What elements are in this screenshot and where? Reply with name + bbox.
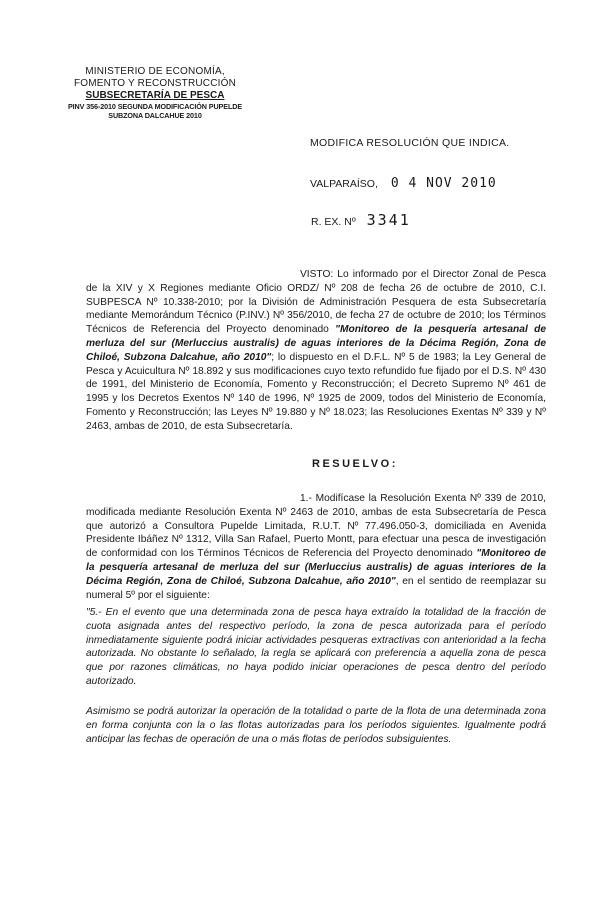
visto-lead: VISTO: [300, 269, 334, 280]
dateline [310, 176, 497, 191]
letterhead-subsecretaria: SUBSECRETARÍA DE PESCA [85, 90, 225, 101]
resolution-number: 3341 [366, 211, 411, 229]
visto-project-title: "Monitoreo de la pesquería artesanal de merluza del sur (Merluccius australis) de aguas interiores de la Décima Región, Zona de Chiloé, Subzona Dalcahue, año 2010" [86, 324, 546, 363]
article-1-text-a: 1.- Modifícase la Resolución Exenta Nº 339 de 2010, modificada mediante Resolución Exenta Nº 2463 de 2010, ambas de esta Subsecretaría de Pesca que autorizó a Consultora Pupelde Limitada, R.U.T. Nº 77.496.050-3, domiciliada en Avenida Presidente Ibáñez Nº 1312, Villa San Rafael, Puerto Montt, para efectuar una pesca de investigación de conformidad con los Términos Técnicos de Referencia del Proyecto denominado [86, 493, 546, 560]
letterhead [60, 66, 250, 120]
letterhead-ministry: MINISTERIO DE ECONOMÍA, [85, 66, 225, 77]
article-1-paragraph [86, 492, 546, 602]
quoted-numeral-5: "5.- En el evento que una determinada zona de pesca haya extraído la totalidad de la fracción de cuota asignada antes del respectivo período, la zona de pesca autorizada para el período inmediatamente siguiente podrá iniciar actividades pesqueras extractivas con anterioridad a la fecha autorizada. No obstante lo señalado, la regla se aplicará con preferencia a aquella zona de pesca que por razones climáticas, no haya podido iniciar operaciones de pesca dentro del período autorizado. [86, 607, 546, 687]
letterhead-reference: PINV 356-2010 SEGUNDA MODIFICACIÓN PUPELDE [67, 102, 243, 111]
article-1-project-title: "Monitoreo de la pesquería artesanal de merluza del sur (Merluccius australis) de aguas interiores de la Décima Región, Zona de Chiloé, Subzona Dalcahue, año 2010" [86, 548, 546, 587]
dateline-place: VALPARAÍSO, [310, 178, 378, 190]
resolution-label: R. EX. Nº [311, 216, 356, 228]
resolution-number-line [311, 211, 411, 229]
letterhead-ministry-2: FOMENTO Y RECONSTRUCCIÓN [73, 78, 237, 89]
visto-text-a: Lo informado por el Director Zonal de Pesca de la XIV y X Regiones mediante Oficio ORDZ/ Nº 208 de fecha 26 de octubre de 2010, C.I. SUBPESCA Nº 10.338-2010; por la División de Administración Pesquera de esta Subsecretaría mediante Memorándum Técnico (P.INV.) Nº 356/2010, de fecha 27 de octubre de 2010; los Términos Técnicos de Referencia del Proyecto denominado [86, 269, 546, 336]
article-1-text-b: , en el sentido de reemplazar su numeral 5º por el siguiente: [86, 575, 546, 601]
quoted-numeral-5-continued: Asimismo se podrá autorizar la operación de la totalidad o parte de la flota de una determinada zona en forma conjunta con la o las flotas autorizadas para los períodos siguientes. Igualmente podrá anticipar las fechas de operación de una o más flotas de períodos subsiguientes. [86, 706, 546, 745]
visto-text-b: ; lo dispuesto en el D.F.L. Nº 5 de 1983; la Ley General de Pesca y Acuicultura Nº 18.892 y sus modificaciones cuyo texto refundido fue fijado por el D.S. Nº 430 de 1991, del Ministerio de Economía, Fomento y Reconstrucción; el Decreto Supremo Nº 461 de 1995 y los Decretos Exentos Nº 140 de 1996, Nº 1925 de 2009, todos del Ministerio de Economía, Fomento y Reconstrucción; las Leyes Nº 19.880 y Nº 18.023; las Resoluciones Exentas Nº 339 y Nº 2463, ambas de 2010, de esta Subsecretaría. [86, 351, 547, 432]
visto-paragraph [86, 268, 546, 434]
resuelvo-heading: RESUELVO: [312, 458, 398, 470]
document-subject: MODIFICA RESOLUCIÓN QUE INDICA. [310, 137, 510, 149]
letterhead-reference-2: SUBZONA DALCAHUE 2010 [108, 111, 202, 120]
date-stamp: 0 4 NOV 2010 [390, 176, 497, 191]
